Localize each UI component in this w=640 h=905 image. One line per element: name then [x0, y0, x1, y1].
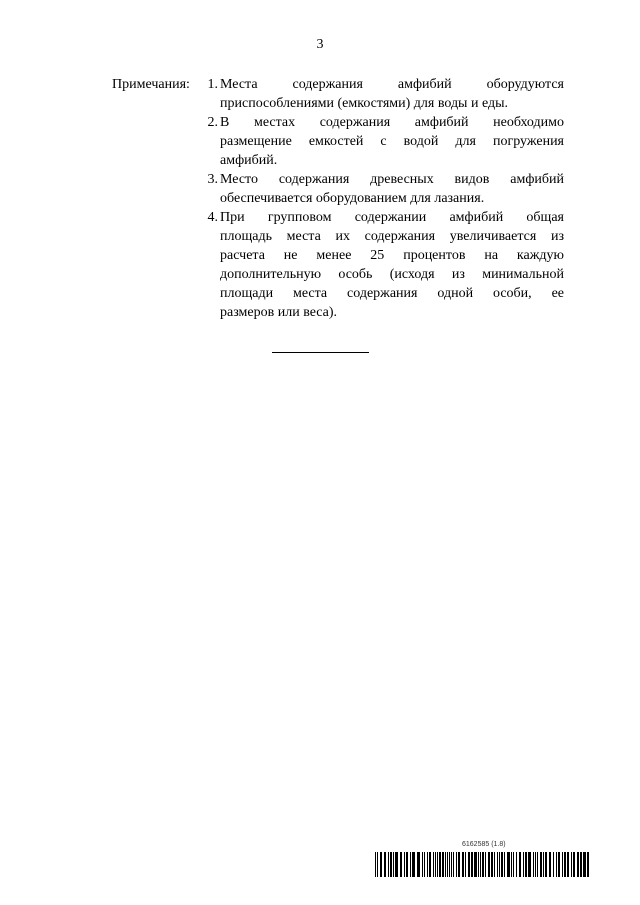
- barcode-bar: [447, 852, 448, 877]
- barcode-bar: [501, 852, 503, 877]
- barcode-bar: [564, 852, 566, 877]
- barcode-bar: [442, 852, 444, 877]
- barcode-bar: [587, 852, 589, 877]
- separator-line: [272, 352, 369, 353]
- barcode-bar: [580, 852, 582, 877]
- barcode-bar: [478, 852, 479, 877]
- barcode-bar: [488, 852, 490, 877]
- barcode-bar: [468, 852, 470, 877]
- barcode-bar: [380, 852, 382, 877]
- page-number: 3: [316, 37, 324, 52]
- barcode-bar: [491, 852, 493, 877]
- barcode-bar: [465, 852, 466, 877]
- note-line: площади места содержания одной особи, ее: [220, 286, 564, 301]
- note-text: [220, 208, 564, 322]
- barcode-bar: [404, 852, 405, 877]
- barcode-bar: [424, 852, 425, 877]
- barcode-bar: [499, 852, 500, 877]
- barcode-bar: [412, 852, 415, 877]
- note-line: размещение емкостей с водой для погружения: [220, 134, 564, 149]
- barcode-bar: [573, 852, 575, 877]
- barcode-bar: [558, 852, 560, 877]
- barcode-bar: [422, 852, 423, 877]
- barcode-bar: [377, 852, 378, 877]
- barcode-bar: [482, 852, 484, 877]
- note-number: 1.: [207, 77, 218, 92]
- note-line: Места содержания амфибий оборудуются: [220, 77, 564, 92]
- note-number: 2.: [207, 115, 218, 130]
- barcode-bar: [567, 852, 569, 877]
- barcode-bar: [513, 852, 514, 877]
- barcode-bar: [439, 852, 441, 877]
- note-line: При групповом содержании амфибий общая: [220, 210, 564, 225]
- barcode-bar: [388, 852, 389, 877]
- note-number: 4.: [207, 210, 218, 225]
- barcode-bar: [417, 852, 420, 877]
- barcode-bar: [474, 852, 477, 877]
- barcode-bar: [471, 852, 473, 877]
- barcode: [375, 852, 589, 877]
- barcode-bar: [427, 852, 428, 877]
- barcode-bar: [445, 852, 446, 877]
- barcode-bar: [480, 852, 481, 877]
- barcode-bar: [375, 852, 376, 877]
- note-line: амфибий.: [220, 153, 278, 168]
- barcode-bar: [562, 852, 563, 877]
- barcode-bar: [429, 852, 431, 877]
- barcode-bar: [553, 852, 554, 877]
- note-line: В местах содержания амфибий необходимо: [220, 115, 564, 130]
- barcode-bar: [511, 852, 512, 877]
- note-number: 3.: [207, 172, 218, 187]
- note-line: дополнительную особь (исходя из минимальной: [220, 267, 564, 282]
- barcode-bar: [556, 852, 557, 877]
- barcode-bar: [410, 852, 411, 877]
- note-line: приспособлениями (емкостями) для воды и еды.: [220, 96, 509, 111]
- barcode-bar: [494, 852, 495, 877]
- barcode-bar: [545, 852, 547, 877]
- barcode-bar: [540, 852, 542, 877]
- barcode-bar: [504, 852, 505, 877]
- barcode-bar: [449, 852, 450, 877]
- barcode-bar: [400, 852, 402, 877]
- barcode-bar: [525, 852, 527, 877]
- barcode-bar: [451, 852, 452, 877]
- barcode-bar: [519, 852, 521, 877]
- barcode-bar: [390, 852, 392, 877]
- notes-label: Примечания:: [112, 77, 190, 92]
- barcode-bar: [458, 852, 460, 877]
- barcode-bar: [433, 852, 434, 877]
- note-text: [220, 75, 564, 113]
- barcode-bar: [384, 852, 386, 877]
- barcode-bar: [453, 852, 454, 877]
- barcode-bar: [533, 852, 534, 877]
- barcode-bar: [535, 852, 536, 877]
- barcode-bar: [393, 852, 394, 877]
- barcode-bar: [571, 852, 572, 877]
- barcode-bar: [528, 852, 531, 877]
- barcode-bar: [543, 852, 544, 877]
- note-line: площадь места их содержания увеличивается из: [220, 229, 564, 244]
- note-text: [220, 170, 564, 208]
- note-line: расчета не менее 25 процентов на каждую: [220, 248, 564, 263]
- barcode-bar: [549, 852, 551, 877]
- barcode-bar: [395, 852, 398, 877]
- note-line: обеспечивается оборудованием для лазания.: [220, 191, 485, 206]
- note-line: размеров или веса).: [220, 305, 338, 320]
- barcode-bar: [577, 852, 579, 877]
- document-code: 6162585 (1.8): [462, 841, 506, 848]
- note-line: Место содержания древесных видов амфибий: [220, 172, 564, 187]
- barcode-bar: [456, 852, 457, 877]
- barcode-bar: [497, 852, 498, 877]
- barcode-bar: [406, 852, 408, 877]
- barcode-bar: [516, 852, 517, 877]
- note-text: [220, 113, 564, 170]
- barcode-bar: [523, 852, 524, 877]
- barcode-bar: [437, 852, 438, 877]
- barcode-bar: [462, 852, 464, 877]
- barcode-bar: [507, 852, 510, 877]
- barcode-bar: [537, 852, 538, 877]
- barcode-bar: [583, 852, 586, 877]
- barcode-bar: [435, 852, 436, 877]
- barcode-bar: [485, 852, 486, 877]
